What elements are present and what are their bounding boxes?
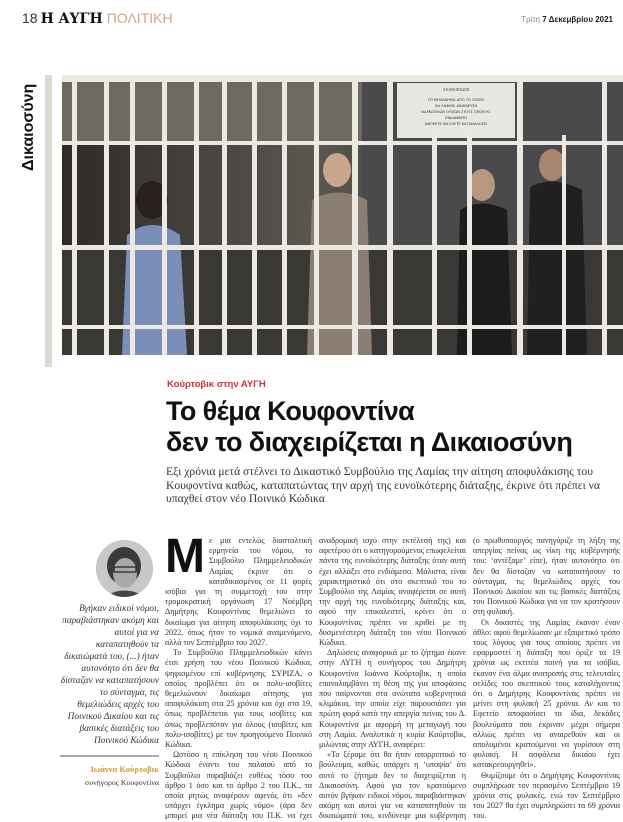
pull-quote: Βγήκαν ειδικοί νόμοι, παραβιάστηκαν ακόμη και αυτοί για να καταπατηθούν τα δικαιώματά του, (...) ήταν αυτονόητο ότι δεν θα δίσταζαν να καταπατήσουν το σύνταγμα, τις θεμελιώδεις αρχές του Ποινικού Δικαίου και τις βασικές διατάξεις του Ποινικού Κώδικα (60, 604, 159, 746)
pull-quote-divider (60, 755, 159, 757)
article-headline (166, 396, 616, 458)
page-number: 18 (22, 10, 38, 26)
newspaper-name: Η ΑΥΓΗ (40, 11, 103, 27)
article-standfirst: Εξι χρόνια μετά στέλνει το Δικαστικό Συμβούλιο της Λαμίας την αίτηση αποφυλάκισης του Κουφοντίνα καθώς, καταπατώντας την αρχή της ευνοϊκότερης διάταξης, έκρινε ότι πρέπει να υπαχθεί στον νέο Ποινικό Κώδικα (166, 465, 600, 505)
headline-line: δεν το διαχειρίζεται η Δικαιοσύνη (166, 427, 573, 457)
issue-date (521, 15, 613, 24)
article-paragraph: «Το ξέραμε ότι θα ήταν απορριπτικό το βούλευμα, καθώς υπάρχει η ‘υποψία’ ότι αυτό το ζήτημα δεν το διαχειρίζεται η Δικαιοσύνη. Αφού για τον κρατούμενο αυτόν βγήκαν ειδικοί νόμοι, παραβιάστηκαν ακόμη και αυτοί για να καταπατηθούν τα δικαιώματά του, κινδύνεψε μια κυβέρνηση (ο πρωθυπουργός πανηγύριζε τη λήξη της απεργίας πείνας ως νίκη της κυβέρνησής του: ‘αντέξαμε’ είπε), ήταν αυτονόητο ότι δεν θα δίσταζαν να καταπατήσουν το σύνταγμα, τις θεμελιώδεις αρχές του Ποινικού Δικαίου και τις βασικές διατάξεις του Ποινικού Κώδικα για να τον κρατήσουν στη φυλακή. (319, 536, 620, 821)
article-paragraph (165, 530, 312, 648)
date: 7 Δεκεμβρίου 2021 (542, 15, 613, 24)
author-avatar (96, 540, 153, 597)
article-paragraph: Ωστόσο η επίκληση του νέου Ποινικού Κώδικα έναντι του παλαιού από το Συμβούλιο παραβιάζει ευθέως τόσο του άρθρο 1 όσο και το άρθρο 2 του Π.Κ., τα οποία ρητώς αναφέρουν αφενός ότι «δεν υπάρχει έγκλημα χωρίς νόμο» (άρα δεν μπορεί μια νέα διάταξη του Π.Κ. να έχει αναδρομική ισχύ στην εκτέλεσή της) και αφετέρου ότι ο κατηγορούμενος επωφελείται πάντα της ευνοϊκότερης διάταξης όταν αυτή έχει αλλάξει στο ενδιάμεσο. Μάλιστα, είναι χαρακτηριστικό ότι στο σκεπτικό του το Συμβούλιο της Λαμίας αναφέρεται σε αυτή την αρχή της ευνοϊκότερης διάταξης και, αφού την επικαλεστεί, κρίνει ότι ο Κουφοντίνας πρέπει να κριθεί με τη δυσμενέστερη διάταξη του νέου Ποινικού Κώδικα. (165, 536, 466, 821)
pull-quote-role: συνήγορος Κουφοντίνα (85, 778, 159, 787)
article-photo (62, 75, 623, 355)
sign-line: ΘΑ ΛΗΦΘΕΙ ΑΝΙΧΝΕΥΣΗ (434, 104, 478, 108)
sign-line: ΤΟ ΜΗΧΑΝΗΜΑ ΑΠΟ ΤΟ ΟΠΟΙΟ (427, 98, 485, 102)
sign-title: ΑΝΑΚΟΙΝΩΣΗ (442, 87, 470, 92)
pull-quote-name: Ιωάννα Κούρτοβικ (90, 764, 159, 774)
article-body (165, 530, 620, 822)
weekday: Τρίτη (521, 15, 541, 24)
page-header (22, 10, 173, 27)
article-paragraph: Θυμίζουμε ότι ο Δημήτρης Κουφοντίνας συμπλήρωσε τον περασμένο Σεπτέμβριο 19 χρόνια στις φυλακές, ενώ τον Σεπτέμβριο του 2027 θα έχει συμπληρώσει τα 69 χρόνια του. (473, 770, 620, 821)
headline-line: Το θέμα Κουφοντίνα (166, 396, 415, 426)
side-category-label: Δικαιοσύνη (20, 83, 37, 171)
article-kicker: Κούρτοβικ στην ΑΥΓΗ (167, 379, 266, 390)
paragraph-text: ε μια εντελώς διασταλτική ερμηνεία του νόμου, το Συμβούλιο Πλημμελειοδικών Λαμίας έκρινε ότι ο καταδικασμένος σε 11 φορές ισόβια για τη συμμετοχή του στην τρομοκρατική οργάνωση 17 Νοέμβρη Δημήτρης Κουφοντίνας θεμελιώνει το δικαίωμα για αίτηση αποφυλάκισης όχι το 2022, όπως ήταν το νομικά αναμενόμενο, αλλά τον Σεπτέμβριο του 2027. (165, 536, 312, 648)
sign-line: ΕΝΔΙΑΦΕΡΕΙ (445, 116, 467, 120)
side-bar-decoration (45, 75, 52, 367)
sign-line: ΝΑΡΚΩΤΙΚΩΝ ΟΥΣΙΩΝ ΣΤΟΥΣ ΟΠΟΙΟΥΣ (421, 110, 491, 114)
article-paragraph: Οι δικαστές της Λαμίας έκαναν έναν άθλο: αφού θεμελίωσαν με εξαιρετικό τρόπο τους λόγους για τους οποίους πρέπει να εφαρμοστεί η διάταξη που όριζε τα 19 χρόνια ως εκτιτέα ποινή για τα ισόβια, έκαναν ένα άλμα ανατροπής στις τελευταίες σελίδες του σκεπτικού τους καταλήγοντας ότι ο Δημήτρης Κουφοντίνας πρέπει να μείνει στη φυλακή 25 χρόνια. Αν και το Εφετείο αποφασίσει τα ίδια, δεκάδες βουλεύματα που έκριναν μέχρι σήμερα αλλιώς πρέπει να αναιρεθούν και οι απολυμένοι κρατούμενοι να γυρίσουν στη φυλακή. Η ασφάλεια δικαίου έχει κατακρεουργηθεί». (473, 617, 620, 770)
section-name: ΠΟΛΙΤΙΚΗ (106, 10, 173, 26)
pull-quote-box (60, 603, 159, 788)
drop-cap: Μ (165, 530, 205, 583)
sign-line: ΑΦΟΡΕΤΕ ΑΝ ΕΧΕΤΕ ΚΑΤΑΝΑΛΩΣΕΙ (424, 122, 488, 126)
article-paragraph: Το Συμβούλιο Πλημμελειοδικών κάνει έτσι χρήση του νέου Ποινικού Κώδικα, ψηφισμένου επί κυβέρνησης ΣΥΡΙΖΑ, ο οποίος προβλέπει ότι οι πολυ-ισοβίτες θεμελιώνουν δικαίωμα αίτησης για αποφυλάκιση στα 25 χρόνια και όχι στα 19, όπως προβλέπεται για τους ισοβίτες και όπως προβλεπόταν για όλους (ισοβίτες και πολυ-ισοβίτες) με τον προηγούμενο Ποινικό Κώδικα. (165, 648, 312, 750)
article-paragraph: Δηλώσεις αναφορικά με το ζήτημα έκανε στην ΑΥΓΗ η συνήγορος του Δημήτρη Κουφοντίνα Ιωάννα Κούρτοβικ, η οποία επαναλαμβάνει τη θέση της για αποφάσεις που παίρνονται στα ανώτατα κυβερνητικά κλιμάκια, την οποία είχε παρουσιάσει για πρώτη φορά κατά την απεργία πείνας του Δ. Κουφοντίνα με αφορμή τη μεταγωγή του στη Λαμία. Αναλυτικά η κυρία Κούρτοβικ, μιλώντας στην ΑΥΓΗ, αναφέρει: (319, 648, 466, 750)
